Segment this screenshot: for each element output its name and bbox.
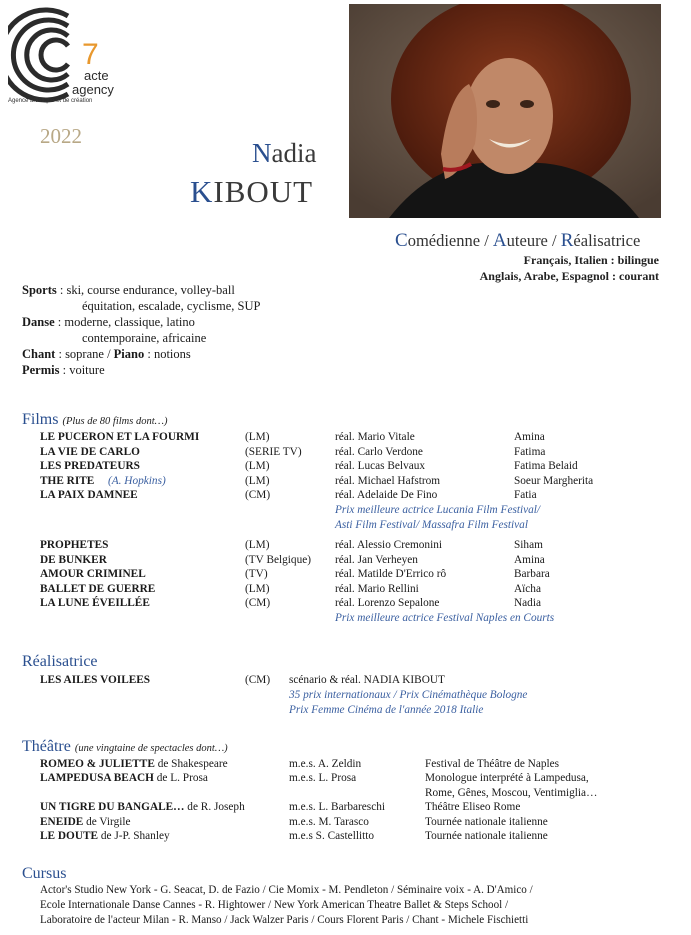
film-format: (TV Belgique) xyxy=(245,553,311,566)
film-title: LA LUNE ÉVEILLÉE xyxy=(40,597,150,609)
film-title: THE RITE xyxy=(40,474,95,487)
permis-value: : voiture xyxy=(59,363,105,377)
film-format: (LM) xyxy=(245,460,270,472)
sports-value-1: : ski, course endurance, volley-ball xyxy=(56,283,235,297)
film-award-2: Prix meilleure actrice Festival Naples en Courts xyxy=(335,612,555,624)
theatre-title: ROMEO & JULIETTE xyxy=(40,758,155,770)
last-name-rest: IBOUT xyxy=(213,174,314,209)
theatre-title-line xyxy=(40,830,170,842)
film-format: (LM) xyxy=(245,431,270,443)
role-2-initial: A xyxy=(492,230,507,251)
film-role: Barbara xyxy=(514,568,550,580)
film-format: (TV) xyxy=(245,568,268,580)
role-separator: / xyxy=(480,231,493,250)
film-format: (CM) xyxy=(245,489,271,501)
permis-label: Permis xyxy=(22,363,60,377)
realisatrice-heading: Réalisatrice xyxy=(22,653,98,670)
languages-fluent: Anglais, Arabe, Espagnol : courant xyxy=(479,269,659,283)
danse-label: Danse xyxy=(22,315,55,329)
film-title: LE PUCERON ET LA FOURMI xyxy=(40,431,200,443)
cursus-line-2: Ecole Internationale Danse Cannes - R. Hightower / New York American Theatre Ballet & Steps School / xyxy=(40,899,509,911)
theatre-director: m.e.s. L. Prosa xyxy=(289,772,357,784)
cursus-line-1: Actor's Studio New York - G. Seacat, D. de Fazio / Cie Momix - M. Pendleton / Séminaire voix - A. D'Amico / xyxy=(40,884,533,896)
film-role: Siham xyxy=(514,539,543,551)
film-director: réal. Mario Rellini xyxy=(335,582,419,595)
film-title: BALLET DE GUERRE xyxy=(40,582,156,595)
films-heading xyxy=(22,411,167,429)
film-role: Fatima Belaid xyxy=(514,460,578,472)
film-role: Fatia xyxy=(514,489,537,501)
theatre-venue: Tournée nationale italienne xyxy=(425,830,548,842)
theatre-director: m.e.s S. Castellitto xyxy=(289,830,375,842)
film-director: réal. Lorenzo Sepalone xyxy=(335,597,440,609)
film-role: Nadia xyxy=(514,597,541,609)
theatre-title-line xyxy=(40,772,208,784)
piano-label: Piano xyxy=(113,347,145,361)
theatre-title: ENEIDE xyxy=(40,816,84,828)
film-director: réal. Matilde D'Errico rô xyxy=(335,568,447,580)
sports-line-1 xyxy=(22,283,235,298)
theatre-director: m.e.s. A. Zeldin xyxy=(289,758,362,770)
film-title: DE BUNKER xyxy=(40,553,107,566)
theatre-director: m.e.s. M. Tarasco xyxy=(289,816,369,828)
danse-line-2: contemporaine, africaine xyxy=(82,331,207,345)
realisatrice-credit: scénario & réal. NADIA KIBOUT xyxy=(289,674,445,686)
logo-word-agency: agency xyxy=(72,82,114,97)
theatre-title: LAMPEDUSA BEACH xyxy=(40,772,154,784)
theatre-venue: Théâtre Eliseo Rome xyxy=(425,801,521,813)
theatre-title-line xyxy=(40,816,131,828)
film-director: réal. Mario Vitale xyxy=(335,431,415,443)
film-role: Amina xyxy=(514,431,545,443)
theatre-title-line xyxy=(40,801,245,813)
theatre-title-line xyxy=(40,758,228,770)
film-note: (A. Hopkins) xyxy=(108,474,166,487)
film-director: réal. Adelaide De Fino xyxy=(335,489,438,501)
role-2-rest: uteure xyxy=(506,231,548,250)
chant-value: : soprane / xyxy=(55,347,114,361)
piano-value: : notions xyxy=(144,347,191,361)
theatre-director: m.e.s. L. Barbareschi xyxy=(289,801,385,813)
theatre-title: Théâtre xyxy=(22,738,71,755)
logo-tagline: Agence artistique et de création xyxy=(8,98,93,104)
film-format: (SERIE TV) xyxy=(245,445,302,458)
sports-line-2: équitation, escalade, cyclisme, SUP xyxy=(82,299,261,313)
theatre-title: LE DOUTE xyxy=(40,830,99,842)
films-title: Films xyxy=(22,411,59,428)
film-title: LA VIE DE CARLO xyxy=(40,445,140,458)
film-role: Aïcha xyxy=(514,582,541,595)
film-director: réal. Michael Hafstrom xyxy=(335,474,441,487)
films-subtitle: (Plus de 80 films dont…) xyxy=(62,416,168,427)
permis-line xyxy=(22,363,105,378)
theatre-author: de J-P. Shanley xyxy=(98,830,170,842)
film-award-1b: Asti Film Festival/ Massafra Film Festival xyxy=(335,519,528,531)
first-name-rest: adia xyxy=(271,138,317,168)
role-1-rest: omédienne xyxy=(407,231,481,250)
first-name-initial: N xyxy=(252,138,272,168)
theatre-author: de R. Joseph xyxy=(184,801,245,813)
last-name xyxy=(190,174,313,210)
film-role: Amina xyxy=(514,553,545,566)
film-title: AMOUR CRIMINEL xyxy=(40,568,146,580)
danse-line-1 xyxy=(22,315,195,330)
film-award-1a: Prix meilleure actrice Lucania Film Festival/ xyxy=(335,504,541,516)
logo-word-acte: acte xyxy=(84,68,109,83)
chant-label: Chant xyxy=(22,347,56,361)
theatre-author: de Virgile xyxy=(83,816,131,828)
realisatrice-award-1: 35 prix internationaux / Prix Cinémathèque Bologne xyxy=(289,689,528,701)
logo-number: 7 xyxy=(82,38,99,71)
theatre-venue: Festival de Théâtre de Naples xyxy=(425,758,560,770)
film-title: LES PREDATEURS xyxy=(40,460,140,472)
sports-label: Sports xyxy=(22,283,57,297)
film-format: (LM) xyxy=(245,582,270,595)
film-format: (CM) xyxy=(245,597,271,609)
film-director: réal. Jan Verheyen xyxy=(335,553,418,566)
chant-line xyxy=(22,347,191,362)
languages-bilingual: Français, Italien : bilingue xyxy=(523,253,659,267)
last-name-initial: K xyxy=(190,174,214,209)
theatre-title: UN TIGRE DU BANGALE… xyxy=(40,801,185,813)
realisatrice-award-2: Prix Femme Cinéma de l'année 2018 Italie xyxy=(289,704,484,716)
role-3-rest: éalisatrice xyxy=(573,231,641,250)
film-format: (LM) xyxy=(245,539,270,551)
film-role: Soeur Margherita xyxy=(514,474,594,487)
theatre-author: de Shakespeare xyxy=(154,758,228,770)
cursus-heading: Cursus xyxy=(22,865,67,882)
theatre-author: de L. Prosa xyxy=(153,772,208,784)
film-director: réal. Carlo Verdone xyxy=(335,445,423,458)
theatre-venue: Rome, Gênes, Moscou, Ventimiglia… xyxy=(425,787,598,799)
film-format: (LM) xyxy=(245,474,270,487)
first-name xyxy=(252,138,316,169)
role-1-initial: C xyxy=(395,230,408,251)
theatre-heading xyxy=(22,738,228,756)
danse-value-1: : moderne, classique, latino xyxy=(54,315,195,329)
film-director: réal. Lucas Belvaux xyxy=(335,460,426,472)
realisatrice-film-title: LES AILES VOILEES xyxy=(40,674,151,686)
portrait-photo xyxy=(349,4,661,218)
theatre-venue: Monologue interprété à Lampedusa, xyxy=(425,772,589,784)
film-role: Fatima xyxy=(514,445,546,458)
theatre-subtitle: (une vingtaine de spectacles dont…) xyxy=(74,743,228,754)
role-3-initial: R xyxy=(560,230,574,251)
film-title: LA PAIX DAMNEE xyxy=(40,489,138,501)
theatre-venue: Tournée nationale italienne xyxy=(425,816,548,828)
cursus-line-3: Laboratoire de l'acteur Milan - R. Manso / Jack Walzer Paris / Cours Florent Paris / Chant - Michele Fischietti xyxy=(40,914,529,926)
realisatrice-format: (CM) xyxy=(245,674,271,686)
year: 2022 xyxy=(40,124,82,148)
film-title: PROPHETES xyxy=(40,539,109,551)
role-separator: / xyxy=(547,231,561,250)
film-director: réal. Alessio Cremonini xyxy=(335,539,442,551)
roles-line xyxy=(395,230,640,252)
